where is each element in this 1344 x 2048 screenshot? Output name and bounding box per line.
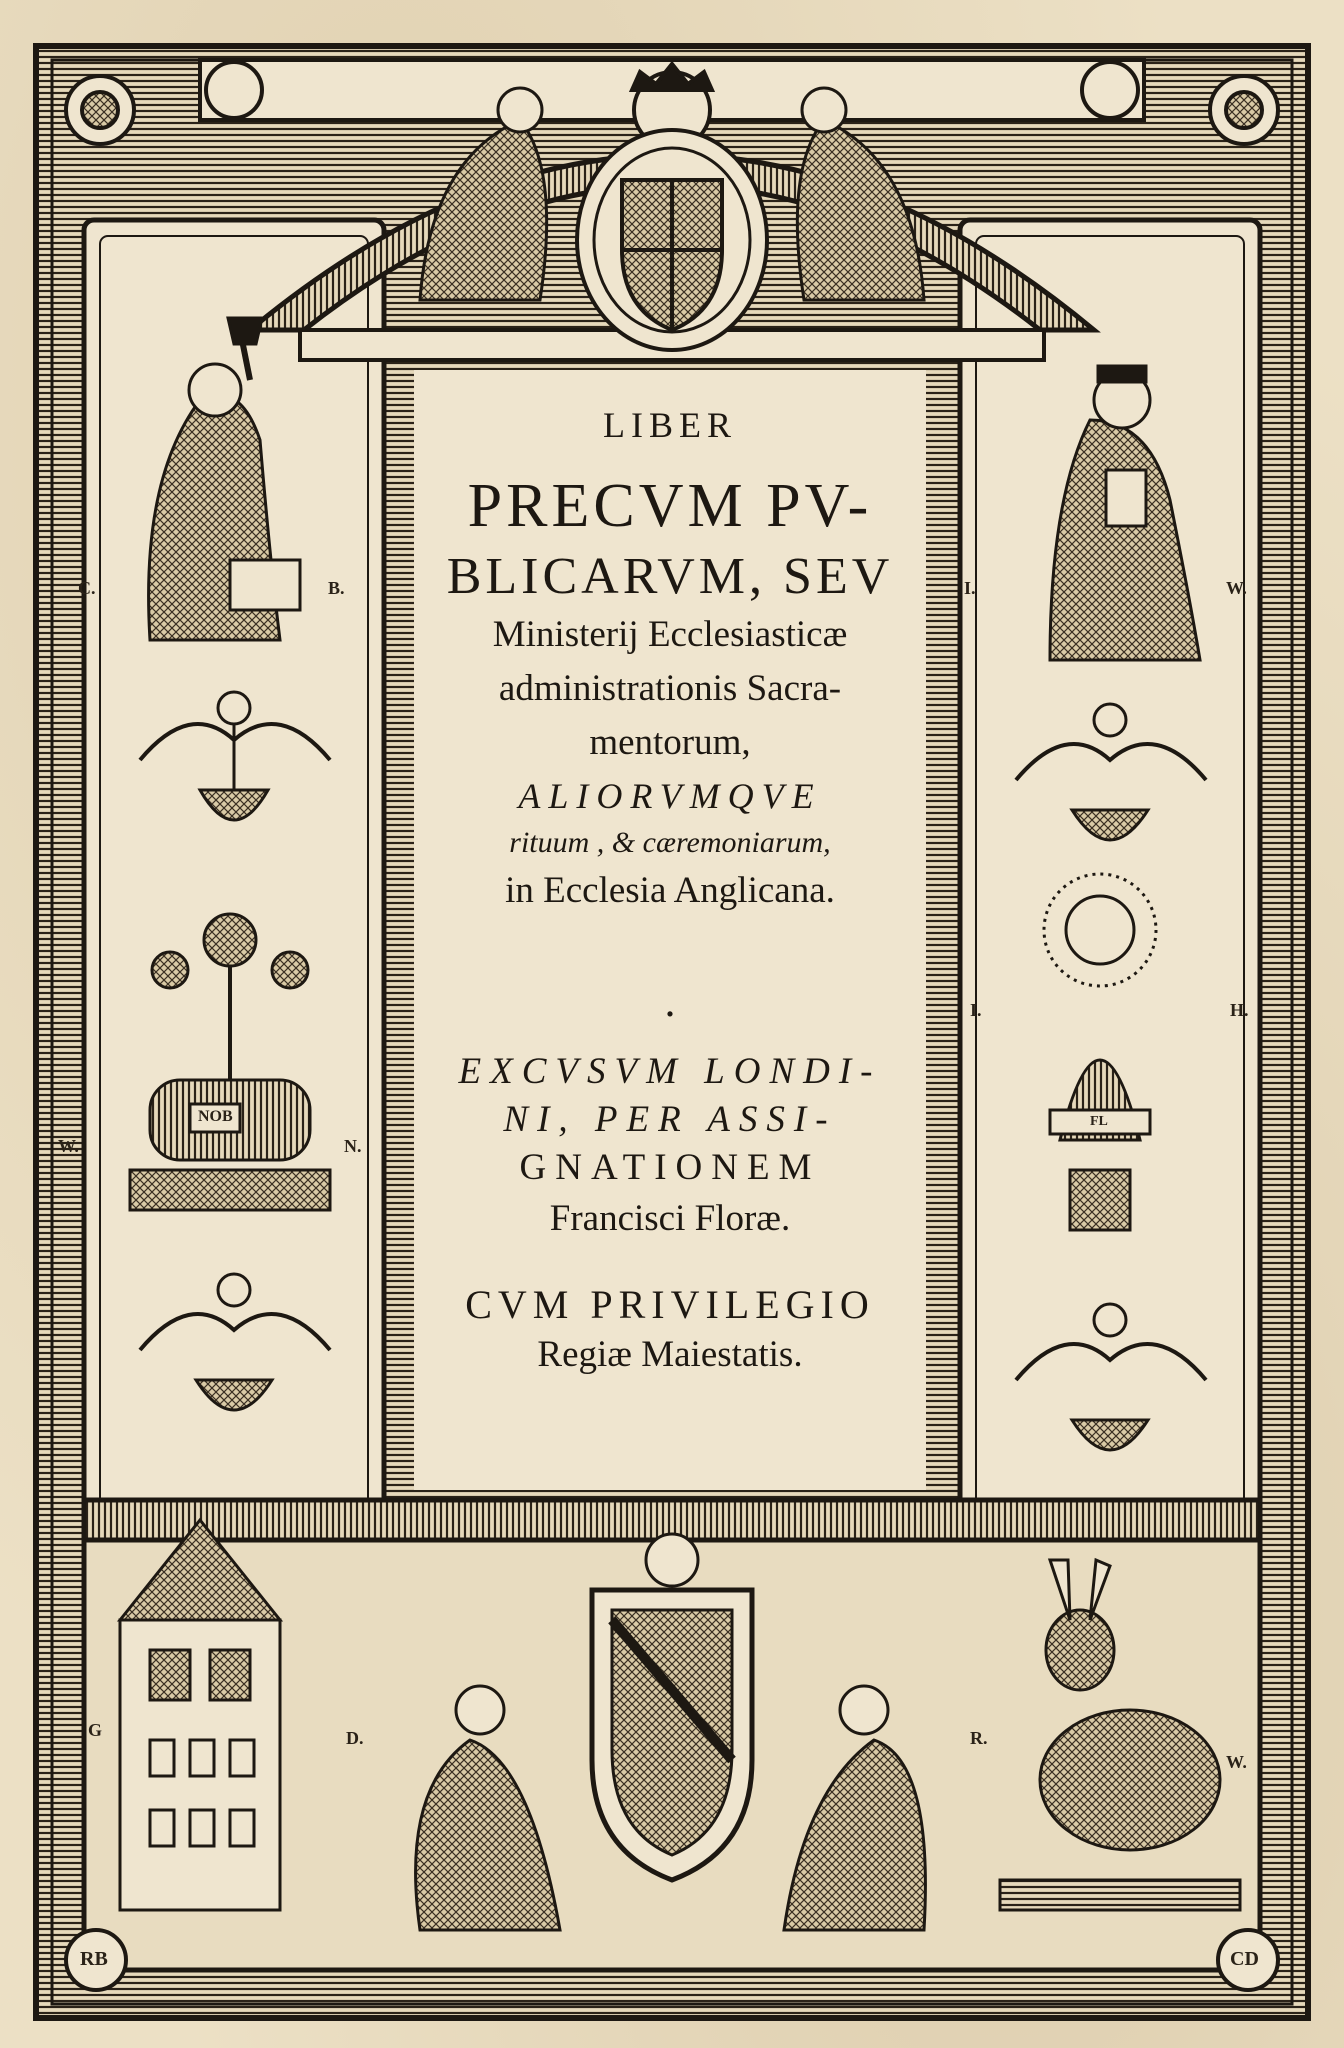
imprint-line-4: Francisci Floræ.: [549, 1198, 791, 1239]
title-mentorum: mentorum,: [589, 722, 751, 763]
border-letter-n: N.: [344, 1136, 362, 1156]
imprint-line-1: EXCVSVM LONDI-: [458, 1051, 882, 1092]
spacer: [414, 918, 926, 1048]
barrel-label: NOB: [198, 1108, 233, 1125]
border-letter-d: D.: [346, 1728, 364, 1748]
privilege-line-2: Regiæ Maiestatis.: [537, 1334, 803, 1375]
title-blicarum: BLICARVM, SEV: [446, 548, 894, 605]
border-letter-g: G: [88, 1720, 103, 1740]
title-cartouche: [414, 370, 926, 1490]
title-administrationis: administrationis Sacra-: [498, 668, 842, 709]
spacer-2: [414, 1246, 926, 1282]
border-letter-i: I.: [964, 578, 976, 598]
separator-dot: .: [663, 980, 677, 1026]
border-letter-c: C.: [78, 578, 96, 598]
sheaf-label: FL: [1090, 1114, 1108, 1129]
border-letter-i2: I.: [970, 1000, 982, 1020]
border-letter-h: H.: [1230, 1000, 1249, 1020]
border-letter-w2: W.: [58, 1136, 79, 1156]
title-rituum: rituum , & cæremoniarum,: [509, 826, 831, 859]
title-ministerij: Ministerij Ecclesiasticæ: [492, 614, 848, 655]
border-letter-b: B.: [328, 578, 345, 598]
border-letter-r: R.: [970, 1728, 988, 1748]
title-precum: PRECVM PV-: [467, 472, 873, 540]
title-liber: LIBER: [603, 405, 737, 445]
border-letter-w3: W.: [1226, 1752, 1247, 1772]
border-letter-w: W.: [1226, 578, 1247, 598]
imprint-line-3: GNATIONEM: [519, 1147, 821, 1188]
monogram-left: RB: [80, 1948, 108, 1970]
title-in-ecclesia: in Ecclesia Anglicana.: [505, 870, 835, 911]
imprint-line-2: NI, PER ASSI-: [503, 1099, 837, 1140]
privilege-line-1: CVM PRIVILEGIO: [465, 1282, 875, 1327]
monogram-right: CD: [1230, 1948, 1259, 1970]
title-aliorum: ALIORVMQVE: [518, 776, 822, 816]
